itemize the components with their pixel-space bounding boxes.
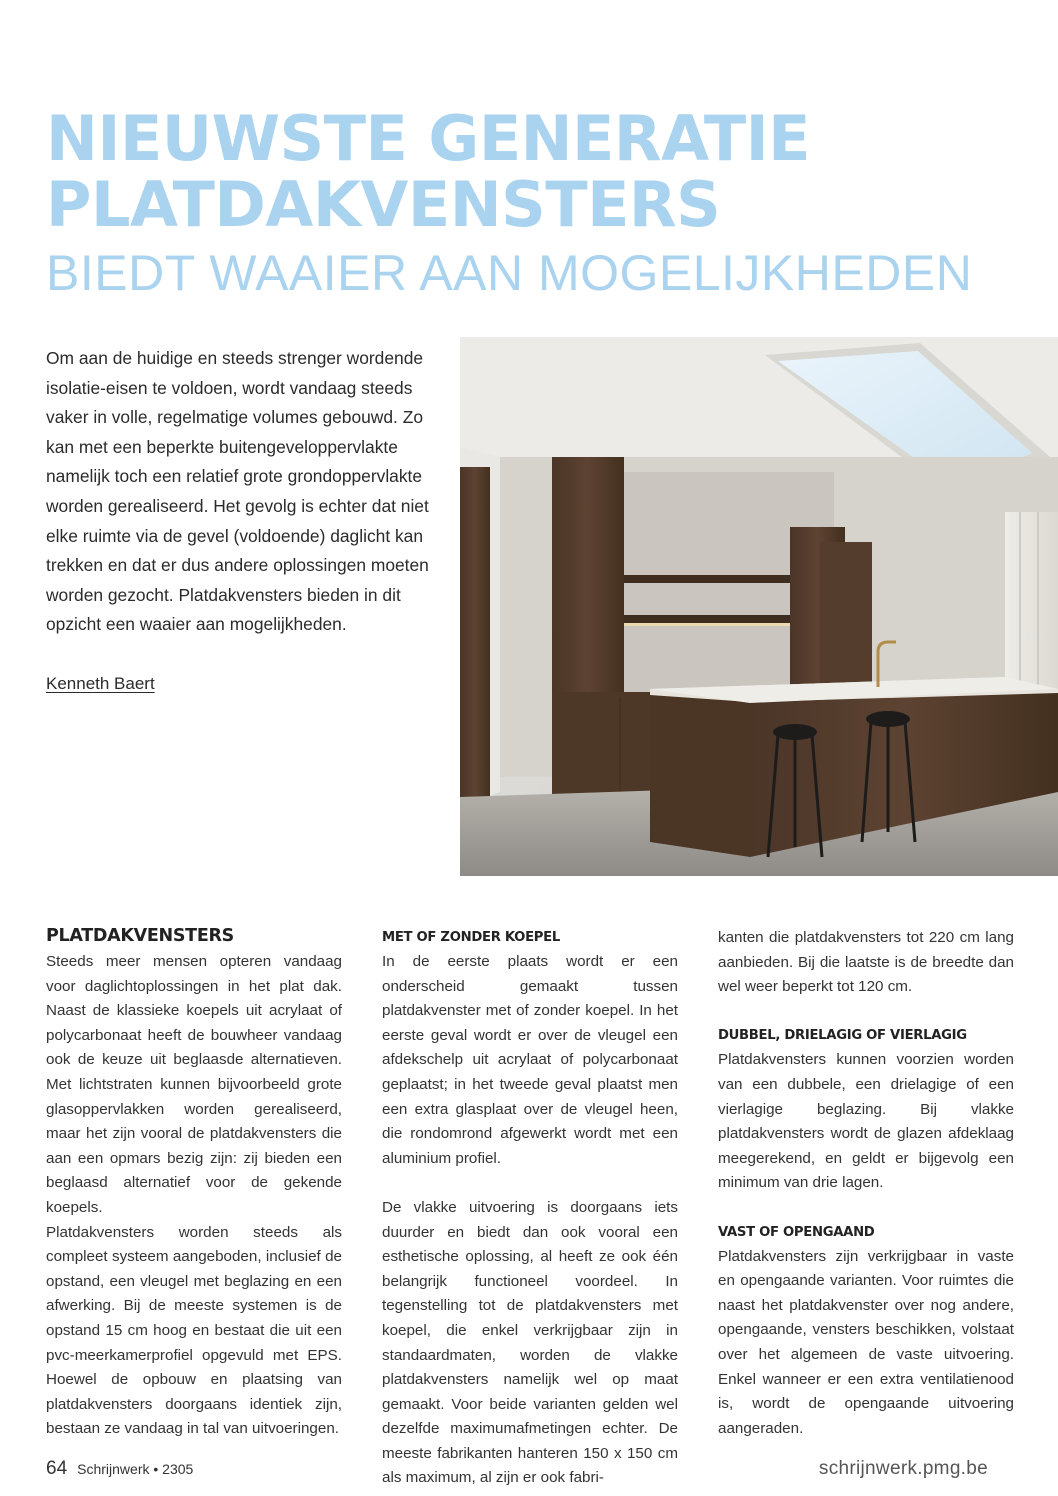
section-heading-vast-opengaand: VAST OF OPENGAAND xyxy=(718,1224,875,1240)
col2-paragraph-2: De vlakke uitvoering is doorgaans iets duurder en biedt dan ook vooral een esthetische oplossing, al heeft ze ook één belangrijk functioneel voordeel. In tegenstelling tot de platdakvensters met koepel, die enkel verkrijgbaar zijn in standaardmaten, worden de vlakke platdakvensters namelijk wel op maat gemaakt. Voor beide varianten gelden wel dezelfde maximumafmetingen echter. De meeste fabrikanten hanteren 150 x 150 cm als maximum, al zijn er ook fabri- xyxy=(382,1198,678,1487)
kitchen-illustration xyxy=(460,337,1058,876)
page-title xyxy=(46,102,1026,241)
column-3 xyxy=(718,926,1014,1441)
column-1 xyxy=(46,922,342,1442)
title-line-2: PLATDAKVENSTERS xyxy=(46,168,721,241)
section-heading-platdakvensters: PLATDAKVENSTERS xyxy=(46,926,234,946)
col3-paragraph-1: Platdakvensters kunnen voorzien worden van een dubbele, een drielagige of een vierlagige beglazing. Bij vlakke platdakvensters wordt de glazen afdeklaag meegerekend, en geldt er bijgevolg een minimum van drie lagen. xyxy=(718,1051,1014,1192)
col1-paragraph-1: Steeds meer mensen opteren vandaag voor daglichtoplossingen in het plat dak. Naast de klassieke koepels uit acrylaat of polycarbonaat heeft de bouwheer vandaag ook de keuze uit beglaasde alternatieven. Met lichtstraten kunnen bijvoorbeeld grote glasoppervlakken worden gerealiseerd, maar het zijn vooral de platdakvensters die aan een opmars bezig zijn: zij bieden een beglaasd alternatief voor de gekende koepels. xyxy=(46,953,342,1216)
page-footer-left xyxy=(46,1458,193,1480)
page-number: 64 xyxy=(46,1458,68,1479)
col3-paragraph-2: Platdakvensters zijn verkrijgbaar in vaste en opengaande varianten. Voor ruimtes die naast het platdakvenster over nog andere, opengaande, vensters beschikken, volstaat over het algemeen de vaste uitvoering. Enkel wanneer er een extra ventilatienood is, wordt de opengaande uitvoering aangeraden. xyxy=(718,1247,1014,1437)
section-heading-beglazing: DUBBEL, DRIELAGIG OF VIERLAGIG xyxy=(718,1028,967,1044)
website-link[interactable]: schrijnwerk.pmg.be xyxy=(818,1458,988,1479)
col2-paragraph-1: In de eerste plaats wordt er een onderscheid gemaakt tussen platdakvenster met of zonder koepel. In het eerste geval wordt er over de vleugel een afdekschelp uit acrylaat of polycarbonaat geplaatst; in het tweede geval plaatst men een extra glasplaat over de vleugel heen, die rondomrond afgewerkt wordt met een aluminium profiel. xyxy=(382,953,678,1167)
title-line-1: NIEUWSTE GENERATIE xyxy=(46,102,811,175)
col1-paragraph-2: Platdakvensters worden steeds als compleet systeem aangeboden, inclusief de opstand, een vleugel met beglazing en een afwerking. Bij de meeste systemen is de opstand 15 cm hoog en bestaat die uit een pvc-meerkamerprofiel opgevuld met EPS. Hoewel de opbouw en plaatsing van platdakvensters doorgaans identiek zijn, bestaan ze vandaag in tal van uitvoeringen. xyxy=(46,1223,342,1438)
intro-paragraph: Om aan de huidige en steeds strenger wordende isolatie-eisen te voldoen, wordt vandaag steeds vaker in volle, regelmatige volumes gebouwd. Zo kan met een beperkte buitengeveloppervlakte namelijk toch een relatief grote grondoppervlakte worden gerealiseerd. Het gevolg is echter dat niet elke ruimte via de gevel (voldoende) daglicht kan trekken en dat er dus andere oplossingen moeten worden gezocht. Platdakvensters bieden in dit opzicht een waaier aan mogelijkheden. xyxy=(46,348,429,635)
col3-paragraph-0: kanten die platdakvensters tot 220 cm lang aanbieden. Bij die laatste is de breedte dan wel weer beperkt tot 120 cm. xyxy=(718,929,1014,996)
page-subtitle: BIEDT WAAIER AAN MOGELIJKHEDEN xyxy=(46,245,973,301)
section-heading-koepel: MET OF ZONDER KOEPEL xyxy=(382,930,560,945)
column-2 xyxy=(382,926,678,1491)
kitchen-photo xyxy=(460,337,1058,876)
author-byline: Kenneth Baert xyxy=(46,674,155,693)
publication-name: Schrijnwerk • 2305 xyxy=(77,1461,194,1477)
